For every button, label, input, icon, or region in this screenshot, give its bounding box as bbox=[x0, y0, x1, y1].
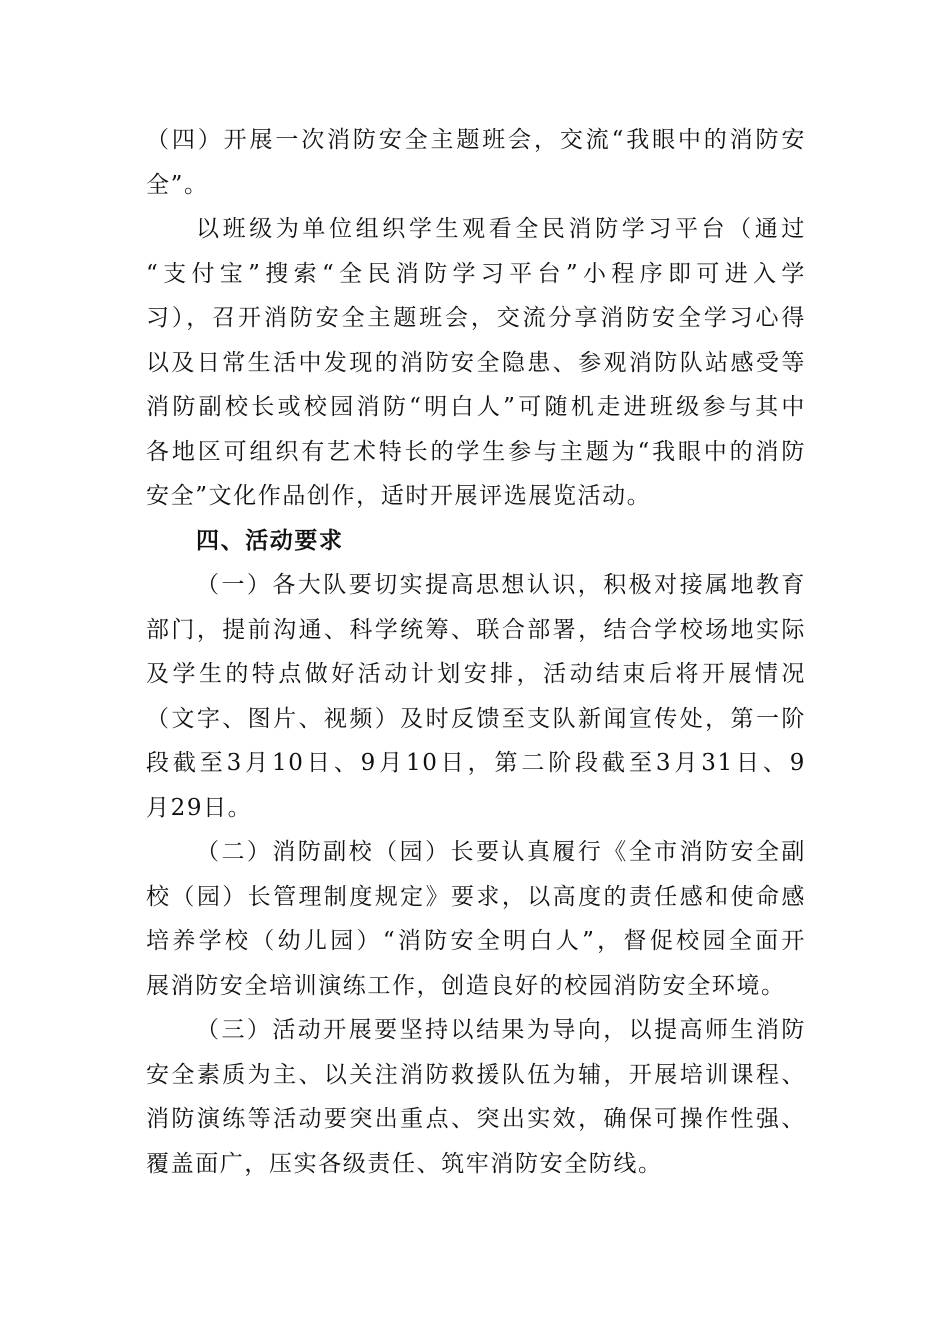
text-line: 以班级为单位组织学生观看全民消防学习平台（通过 bbox=[196, 216, 806, 242]
text-line: 校（园）长管理制度规定》要求，以高度的责任感和使命感 bbox=[146, 883, 806, 910]
text-line: （二）消防副校（园）长要认真履行《全市消防安全副 bbox=[196, 839, 806, 865]
text-line: 月29日。 bbox=[146, 794, 253, 821]
paragraph-class-meeting-body bbox=[146, 207, 806, 519]
text-line: 培养学校（幼儿园）“消防安全明白人”，督促校园全面开 bbox=[146, 928, 806, 954]
text-line: 全”。 bbox=[146, 171, 209, 198]
text-line: （四）开展一次消防安全主题班会，交流“我眼中的消防安 bbox=[146, 127, 806, 153]
section-heading: 四、活动要求 bbox=[196, 527, 344, 554]
text-line: 安全素质为主、以关注消防救援队伍为辅，开展培训课程、 bbox=[146, 1061, 806, 1088]
requirement-paragraph-3 bbox=[146, 1008, 806, 1186]
requirement-paragraph-2 bbox=[146, 830, 806, 1008]
text-line: 以及日常生活中发现的消防安全隐患、参观消防队站感受等 bbox=[146, 349, 806, 376]
text-line: （一）各大队要切实提高思想认识，积极对接属地教育 bbox=[196, 572, 806, 598]
text-line: 安全”文化作品创作，适时开展评选展览活动。 bbox=[146, 483, 652, 509]
text-line: 段截至3月10日、9月10日，第二阶段截至3月31日、9 bbox=[146, 750, 806, 776]
text-line: 部门，提前沟通、科学统筹、联合部署，结合学校场地实际 bbox=[146, 616, 806, 643]
paragraph-class-meeting-title bbox=[146, 118, 806, 207]
text-line: 及学生的特点做好活动计划安排，活动结束后将开展情况 bbox=[146, 661, 806, 687]
text-line: 覆盖面广，压实各级责任、筑牢消防安全防线。 bbox=[146, 1150, 663, 1177]
requirement-paragraph-1 bbox=[146, 563, 806, 830]
document-body bbox=[146, 118, 806, 1186]
text-line: 习），召开消防安全主题班会，交流分享消防安全学习心得 bbox=[146, 305, 806, 331]
text-line: 消防演练等活动要突出重点、突出实效，确保可操作性强、 bbox=[146, 1106, 806, 1132]
text-line: 各地区可组织有艺术特长的学生参与主题为“我眼中的消防 bbox=[146, 438, 806, 465]
text-line: 展消防安全培训演练工作，创造良好的校园消防安全环境。 bbox=[146, 972, 786, 999]
text-line: （三）活动开展要坚持以结果为导向，以提高师生消防 bbox=[196, 1017, 806, 1043]
text-line: （文字、图片、视频）及时反馈至支队新闻宣传处，第一阶 bbox=[146, 705, 806, 732]
text-line: 消防副校长或校园消防“明白人”可随机走进班级参与其中 bbox=[146, 394, 806, 420]
text-line: “支付宝”搜索“全民消防学习平台”小程序即可进入学 bbox=[146, 260, 806, 287]
